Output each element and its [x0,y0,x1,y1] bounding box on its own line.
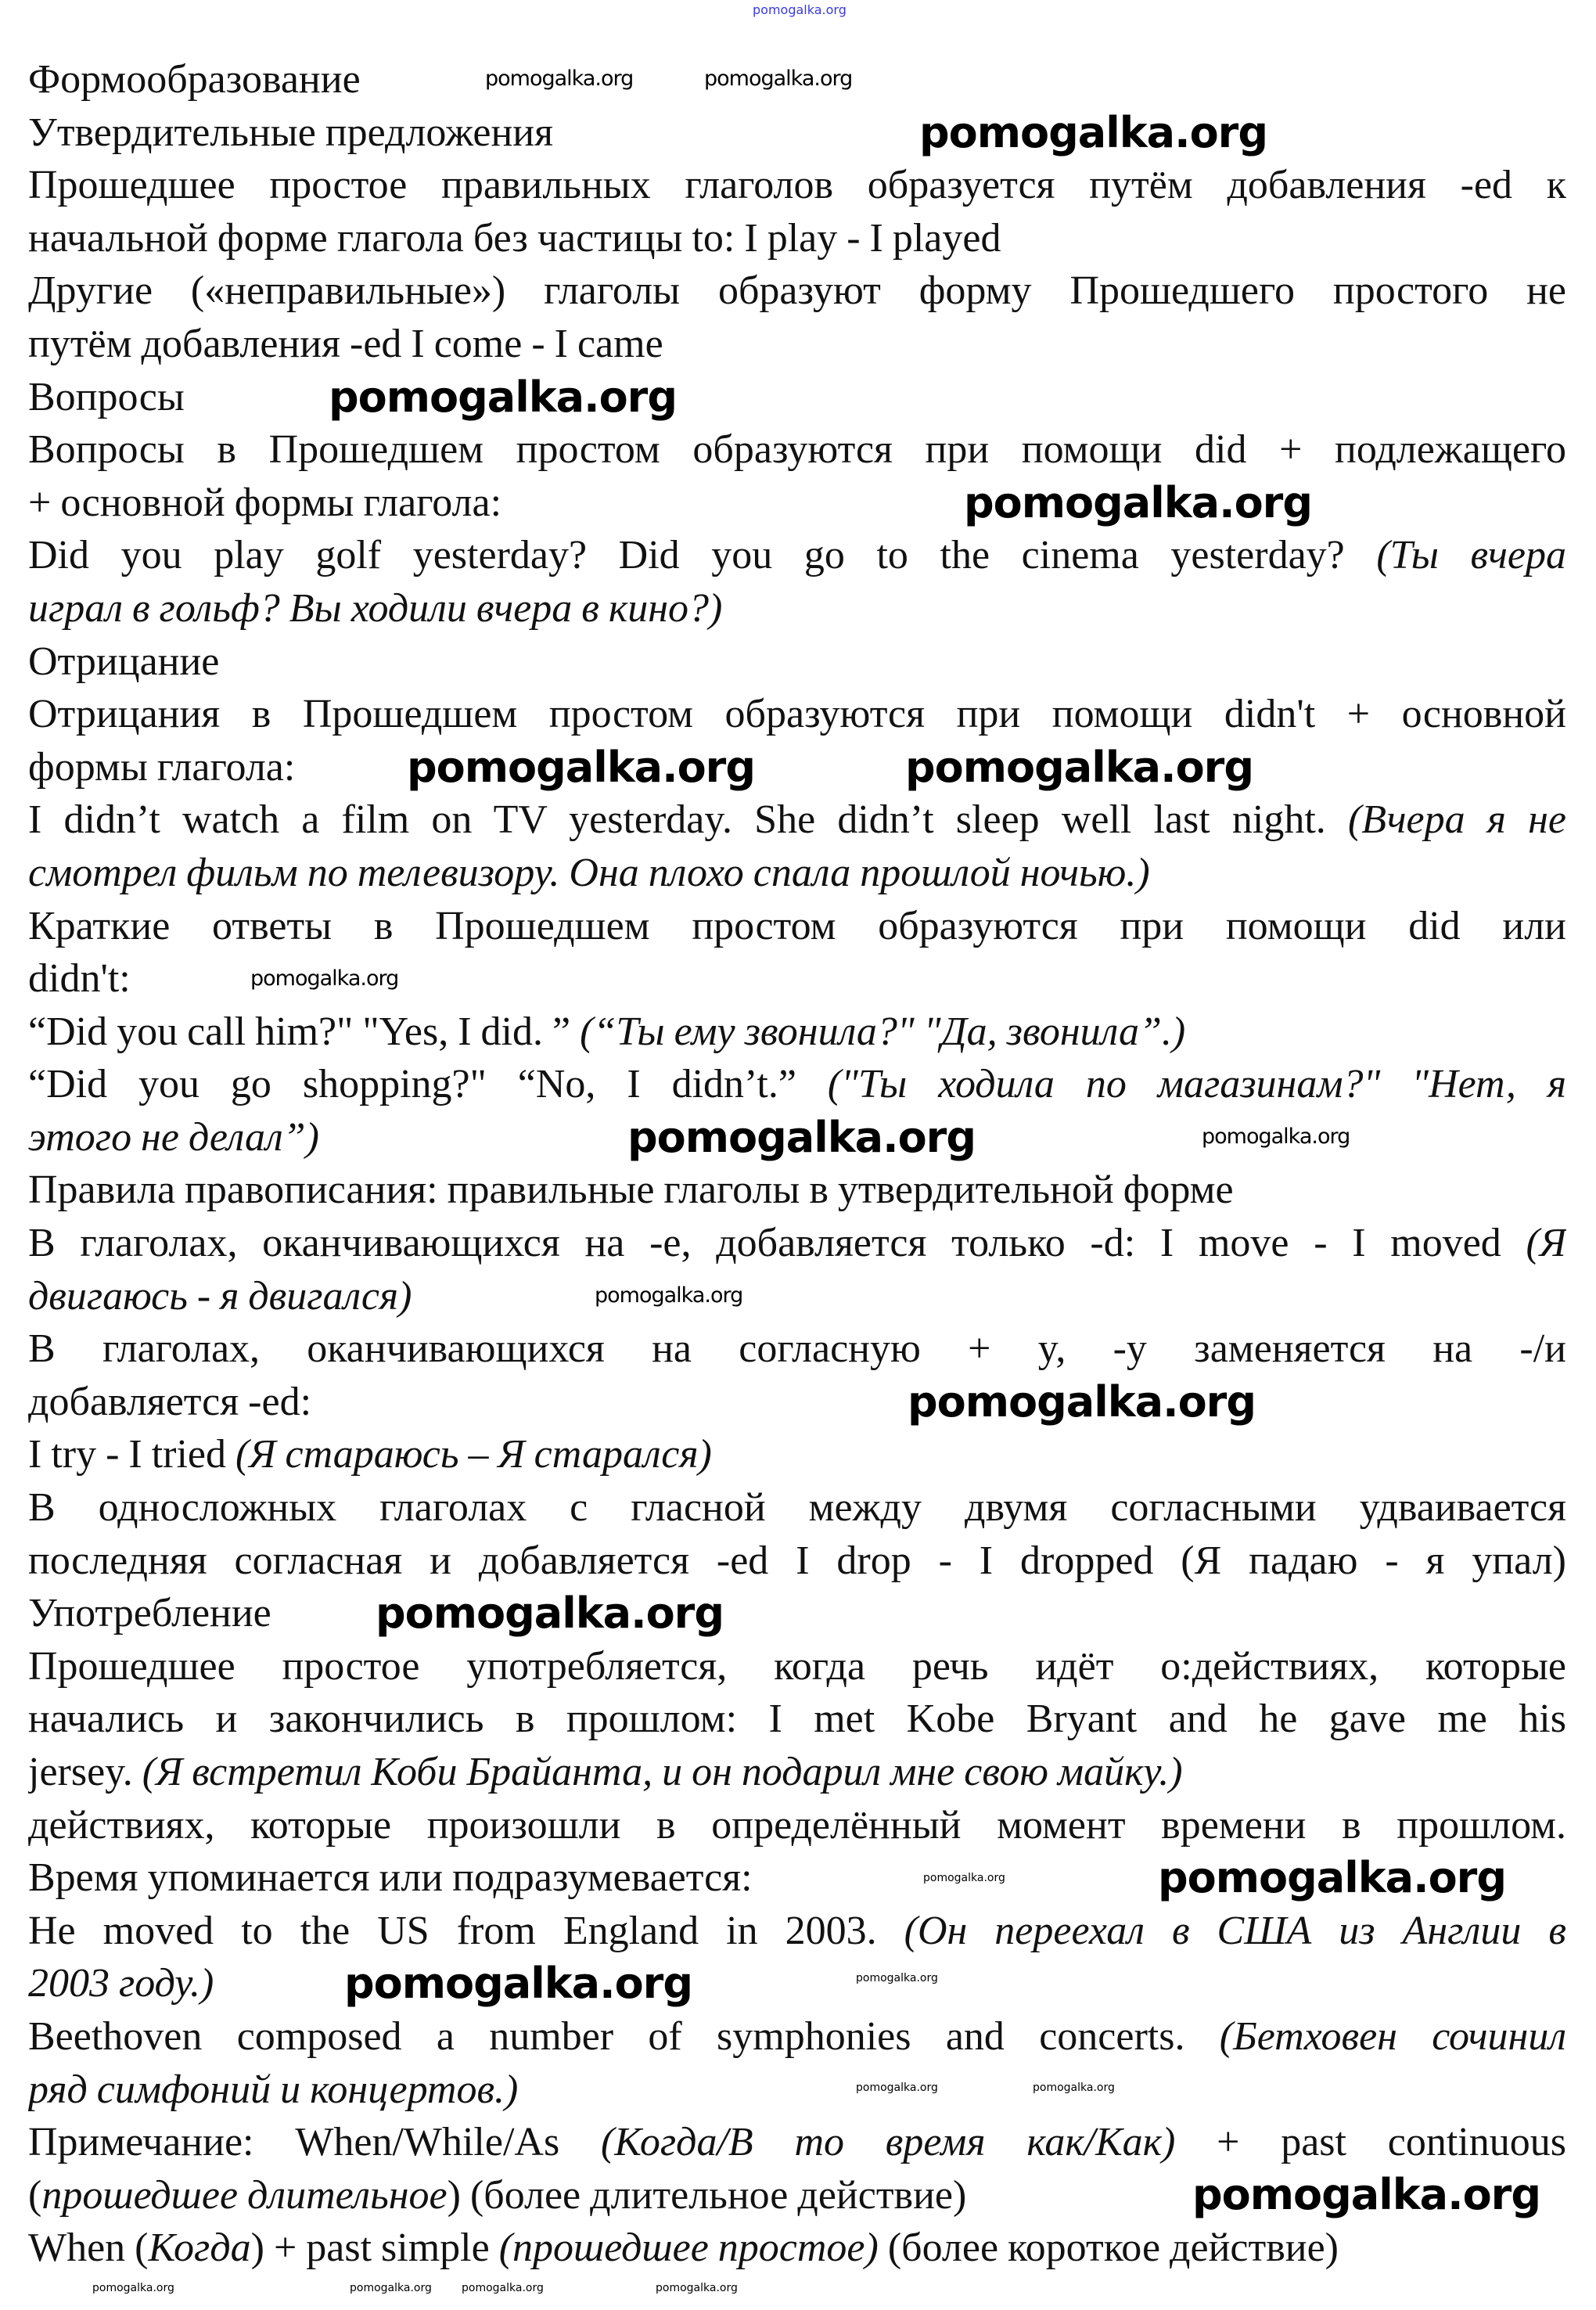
watermark: pomogalka.org [407,743,755,792]
text-line [28,1376,1566,1429]
text-segment: Правила правописания: правильные глаголы в утвердительной форме [28,1168,1234,1213]
text-segment: Прошедшее простое правильных глаголов образуется путём добавления -ed к [28,163,1566,208]
text-line [28,793,1566,847]
text-line [28,582,1566,635]
text-segment: Время упоминается или подразумевается: [28,1855,753,1901]
watermark: pomogalka.org [1202,1124,1350,1149]
text-line [28,159,1566,212]
watermark: pomogalka.org [905,743,1253,792]
text-segment: последняя согласная и добавляется -ed I drop - I dropped (Я падаю - я упал) [28,1538,1566,1583]
text-line [28,1481,1566,1535]
text-line [28,2064,1566,2117]
watermark: pomogalka.org [704,67,853,91]
watermark: pomogalka.org [856,1972,938,1984]
italic-translation: (Когда/В то время как/Как) [600,2120,1176,2165]
text-line [28,688,1566,741]
text-segment: Did you play golf yesterday? Did you go to the cinema yesterday? [28,533,1377,578]
italic-translation: (Ты вчера [1376,533,1566,578]
text-segment: “Did you go shopping?" “No, I didn’t.” [28,1062,828,1107]
text-segment: Употребление [28,1591,271,1636]
text-line [28,1746,1566,1799]
text-segment: Вопросы [28,374,185,419]
italic-translation: (Я встретил Коби Брайанта, и он подарил мне свою майку.) [142,1750,1183,1794]
italic-translation: (“Ты ему звонила?" "Да, звонила”.) [580,1009,1186,1054]
text-line [28,1957,1566,2010]
text-line [28,1270,1566,1323]
watermark: pomogalka.org [919,108,1267,157]
text-line [28,1164,1566,1217]
watermark: pomogalka.org [627,1113,976,1162]
italic-translation: играл в гольф? Вы ходили вчера в кино?) [28,585,723,631]
text-segment: добавляется -ed: [28,1379,312,1424]
text-segment: + основной формы глагола: [28,480,502,525]
watermark: pomogalka.org [350,2282,432,2294]
italic-translation: Когда [148,2225,251,2271]
watermark: pomogalka.org [1158,1853,1506,1902]
text-segment: В односложных глаголах с гласной между двумя согласными удваивается [28,1485,1566,1531]
italic-translation: 2003 году.) [28,1961,214,2006]
text-segment: Отрицание [28,639,220,684]
text-line [28,1535,1566,1588]
document-body [28,53,1566,2275]
text-line [28,1322,1566,1376]
text-segment: начальной форме глагола без частицы to: I play - I played [28,215,1001,261]
text-segment: + past continuous [1175,2120,1566,2165]
italic-translation: (Бетховен сочинил [1219,2013,1566,2059]
text-segment: действиях, которые произошли в определённый момент времени в прошлом. [28,1802,1566,1848]
italic-translation: ряд симфоний и концертов.) [28,2067,519,2112]
text-segment: Краткие ответы в Прошедшем простом образуются при помощи did или [28,903,1566,948]
italic-translation: (Вчера я не [1347,797,1566,843]
text-line [28,423,1566,477]
watermark: pomogalka.org [908,1377,1256,1427]
italic-translation: (прошедшее простое) [498,2225,879,2271]
watermark: pomogalka.org [753,2,847,17]
text-segment: When ( [28,2225,149,2271]
text-line [28,900,1566,953]
text-line [28,1905,1566,1958]
italic-translation: прошедшее длительное [41,2172,448,2218]
text-segment: I try - I tried [28,1432,236,1477]
text-line [28,1428,1566,1481]
italic-translation: двигаюсь - я двигался) [28,1273,412,1319]
text-line [28,264,1566,318]
text-segment: ) (более длительное действие) [447,2172,967,2218]
watermark: pomogalka.org [462,2282,544,2294]
text-line [28,1217,1566,1270]
italic-translation: (Он переехал в США из Англии в [904,1908,1566,1953]
watermark: pomogalka.org [856,2082,938,2094]
watermark: pomogalka.org [1033,2082,1115,2094]
text-segment: Примечание: When/While/As [28,2120,601,2165]
text-line [28,212,1566,265]
text-line [28,1693,1566,1746]
watermark: pomogalka.org [1192,2170,1540,2219]
text-segment: В глаголах, оканчивающихся на согласную + y, -y заменяется на -/и [28,1326,1566,1372]
watermark: pomogalka.org [329,372,677,422]
text-segment: Отрицания в Прошедшем простом образуются при помощи didn't + основной [28,692,1566,737]
text-line [28,1006,1566,1059]
italic-translation: ("Ты ходила по магазинам?" "Нет, я [827,1062,1566,1107]
text-line [28,1640,1566,1693]
watermark: pomogalka.org [964,478,1312,527]
text-segment: Вопросы в Прошедшем простом образуются при помощи did + подлежащего [28,427,1566,473]
text-line [28,635,1566,689]
text-segment: Beethoven composed a number of symphonies and concerts. [28,2013,1220,2059]
text-segment: (более короткое действие) [878,2225,1339,2271]
text-line [28,2010,1566,2064]
watermark: pomogalka.org [923,1872,1005,1884]
text-segment: He moved to the US from England in 2003. [28,1908,904,1953]
text-line [28,1587,1566,1640]
text-segment: “Did you call him?" "Yes, I did. ” [28,1009,581,1054]
text-segment: jersey. [28,1750,142,1794]
watermark: pomogalka.org [595,1283,743,1308]
italic-translation: смотрел фильм по телевизору. Она плохо спала прошлой ночью.) [28,850,1150,895]
italic-translation: (Я стараюсь – Я старался) [235,1432,712,1477]
text-line [28,2116,1566,2169]
watermark: pomogalka.org [485,67,634,91]
text-segment: didn't: [28,956,131,1002]
text-segment: начались и закончились в прошлом: I met Kobe Bryant and he gave me his [28,1697,1566,1742]
watermark: pomogalka.org [92,2282,174,2294]
text-line [28,371,1566,424]
text-line [28,477,1566,530]
text-line [28,106,1566,160]
text-line [28,1058,1566,1111]
italic-translation: (Я [1526,1221,1566,1266]
text-line [28,2222,1566,2275]
text-segment: Прошедшее простое употребляется, когда речь идёт о:действиях, которые [28,1643,1566,1689]
watermark: pomogalka.org [344,1959,692,2008]
text-line [28,1799,1566,1852]
text-line [28,741,1566,794]
watermark: pomogalka.org [656,2282,738,2294]
text-line [28,847,1566,900]
watermark: pomogalka.org [250,966,399,991]
text-segment: путём добавления -ed I come - I came [28,321,663,366]
text-segment: Формообразование [28,57,361,102]
italic-translation: этого не делал”) [28,1114,319,1160]
text-segment: Другие («неправильные») глаголы образуют форму Прошедшего простого не [28,268,1566,314]
text-line [28,318,1566,371]
text-segment: I didn’t watch a film on TV yesterday. She didn’t sleep well last night. [28,797,1348,843]
text-line [28,529,1566,582]
text-segment: формы глагола: [28,744,296,790]
text-segment: В глаголах, оканчивающихся на -е, добавляется только -d: I move - I moved [28,1221,1526,1266]
text-segment: Утвердительные предложения [28,110,554,155]
text-segment: ) + past simple [250,2225,499,2271]
watermark: pomogalka.org [376,1589,724,1638]
text-segment: ( [28,2172,42,2218]
